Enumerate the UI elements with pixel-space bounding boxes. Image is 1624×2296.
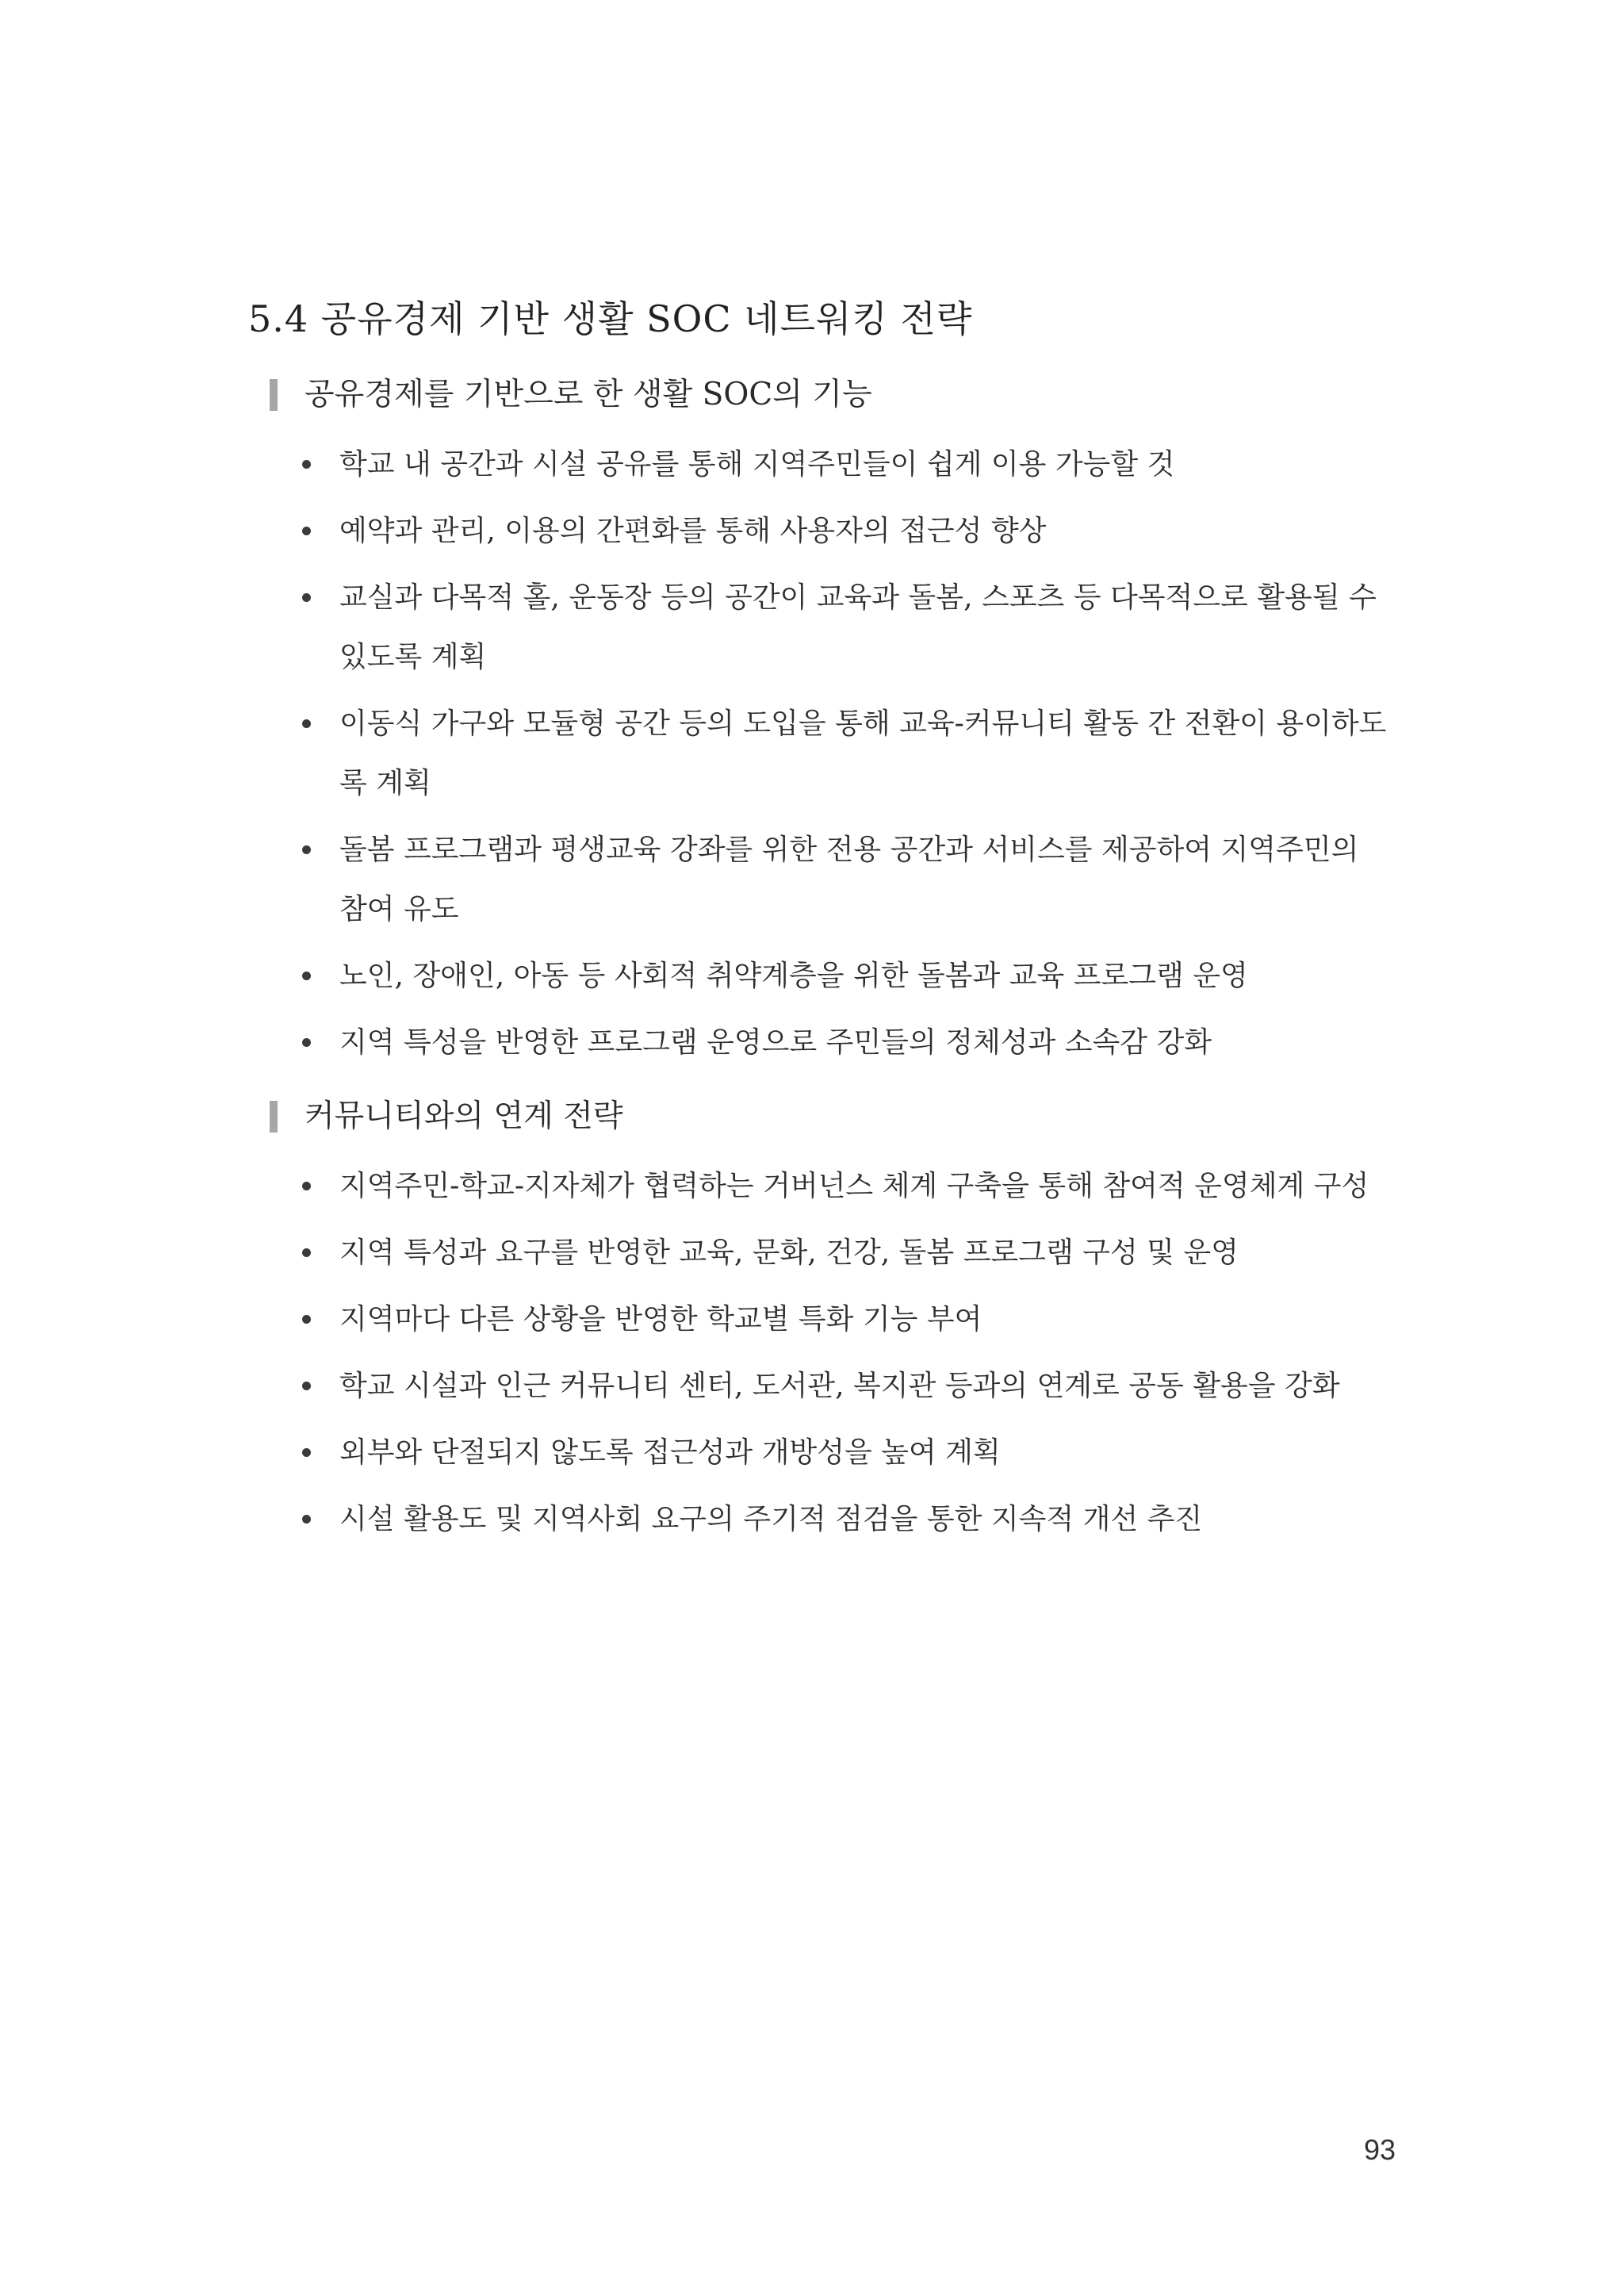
list-item-text: 노인, 장애인, 아동 등 사회적 취약계층을 위한 돌봄과 교육 프로그램 운영 xyxy=(339,960,1248,992)
list-item xyxy=(248,501,1390,561)
bullet-icon xyxy=(302,972,311,980)
subsection-title: 공유경제를 기반으로 한 생활 SOC의 기능 xyxy=(304,377,872,412)
subsection-functions xyxy=(248,374,1390,1072)
bullet-list xyxy=(248,435,1390,1072)
list-item xyxy=(248,1156,1390,1216)
list-item xyxy=(248,820,1390,939)
subsection-heading xyxy=(270,374,1390,416)
bullet-icon xyxy=(302,845,311,854)
heading-bar-icon xyxy=(270,1101,278,1133)
bullet-icon xyxy=(302,460,311,469)
section-title: 5.4 공유경제 기반 생활 SOC 네트워킹 전략 xyxy=(248,297,973,340)
list-item xyxy=(248,568,1390,687)
list-item-text: 학교 내 공간과 시설 공유를 통해 지역주민들이 쉽게 이용 가능할 것 xyxy=(339,448,1175,481)
list-item-text: 돌봄 프로그램과 평생교육 강좌를 위한 전용 공간과 서비스를 제공하여 지역주민의 참여 유도 xyxy=(339,834,1359,926)
bullet-icon xyxy=(302,1248,311,1257)
list-item-text: 지역마다 다른 상황을 반영한 학교별 특화 기능 부여 xyxy=(339,1303,982,1336)
bullet-icon xyxy=(302,719,311,728)
heading-bar-icon xyxy=(270,379,278,411)
list-item-text: 지역 특성을 반영한 프로그램 운영으로 주민들의 정체성과 소속감 강화 xyxy=(339,1026,1212,1059)
bullet-icon xyxy=(302,527,311,535)
list-item-text: 예약과 관리, 이용의 간편화를 통해 사용자의 접근성 향상 xyxy=(339,515,1047,547)
page-number: 93 xyxy=(1363,2133,1396,2166)
bullet-icon xyxy=(302,1182,311,1190)
list-item-text: 외부와 단절되지 않도록 접근성과 개방성을 높여 계획 xyxy=(339,1436,1001,1469)
list-item xyxy=(248,694,1390,813)
list-item-text: 지역 특성과 요구를 반영한 교육, 문화, 건강, 돌봄 프로그램 구성 및 운영 xyxy=(339,1236,1239,1269)
list-item-text: 지역주민-학교-지자체가 협력하는 거버넌스 체계 구축을 통해 참여적 운영체계 구성 xyxy=(339,1170,1369,1202)
list-item xyxy=(248,1223,1390,1282)
list-item xyxy=(248,1013,1390,1072)
list-item xyxy=(248,946,1390,1006)
list-item xyxy=(248,1290,1390,1349)
bullet-icon xyxy=(302,1315,311,1324)
list-item xyxy=(248,1356,1390,1416)
list-item xyxy=(248,1423,1390,1482)
bullet-list xyxy=(248,1156,1390,1549)
bullet-icon xyxy=(302,1382,311,1390)
list-item-text: 교실과 다목적 홀, 운동장 등의 공간이 교육과 돌봄, 스포츠 등 다목적으로 활용될 수 있도록 계획 xyxy=(339,581,1377,673)
subsection-title: 커뮤니티와의 연계 전략 xyxy=(304,1098,623,1134)
bullet-icon xyxy=(302,1448,311,1457)
page-content xyxy=(248,295,1390,1573)
bullet-icon xyxy=(302,1038,311,1047)
subsection-heading xyxy=(270,1096,1390,1137)
list-item xyxy=(248,435,1390,494)
bullet-icon xyxy=(302,593,311,602)
list-item-text: 시설 활용도 및 지역사회 요구의 주기적 점검을 통한 지속적 개선 추진 xyxy=(339,1503,1203,1535)
list-item-text: 학교 시설과 인근 커뮤니티 센터, 도서관, 복지관 등과의 연계로 공동 활용을 강화 xyxy=(339,1370,1340,1402)
bullet-icon xyxy=(302,1515,311,1524)
list-item xyxy=(248,1489,1390,1549)
subsection-community xyxy=(248,1096,1390,1549)
list-item-text: 이동식 가구와 모듈형 공간 등의 도입을 통해 교육-커뮤니티 활동 간 전환이 용이하도록 계획 xyxy=(339,707,1387,799)
